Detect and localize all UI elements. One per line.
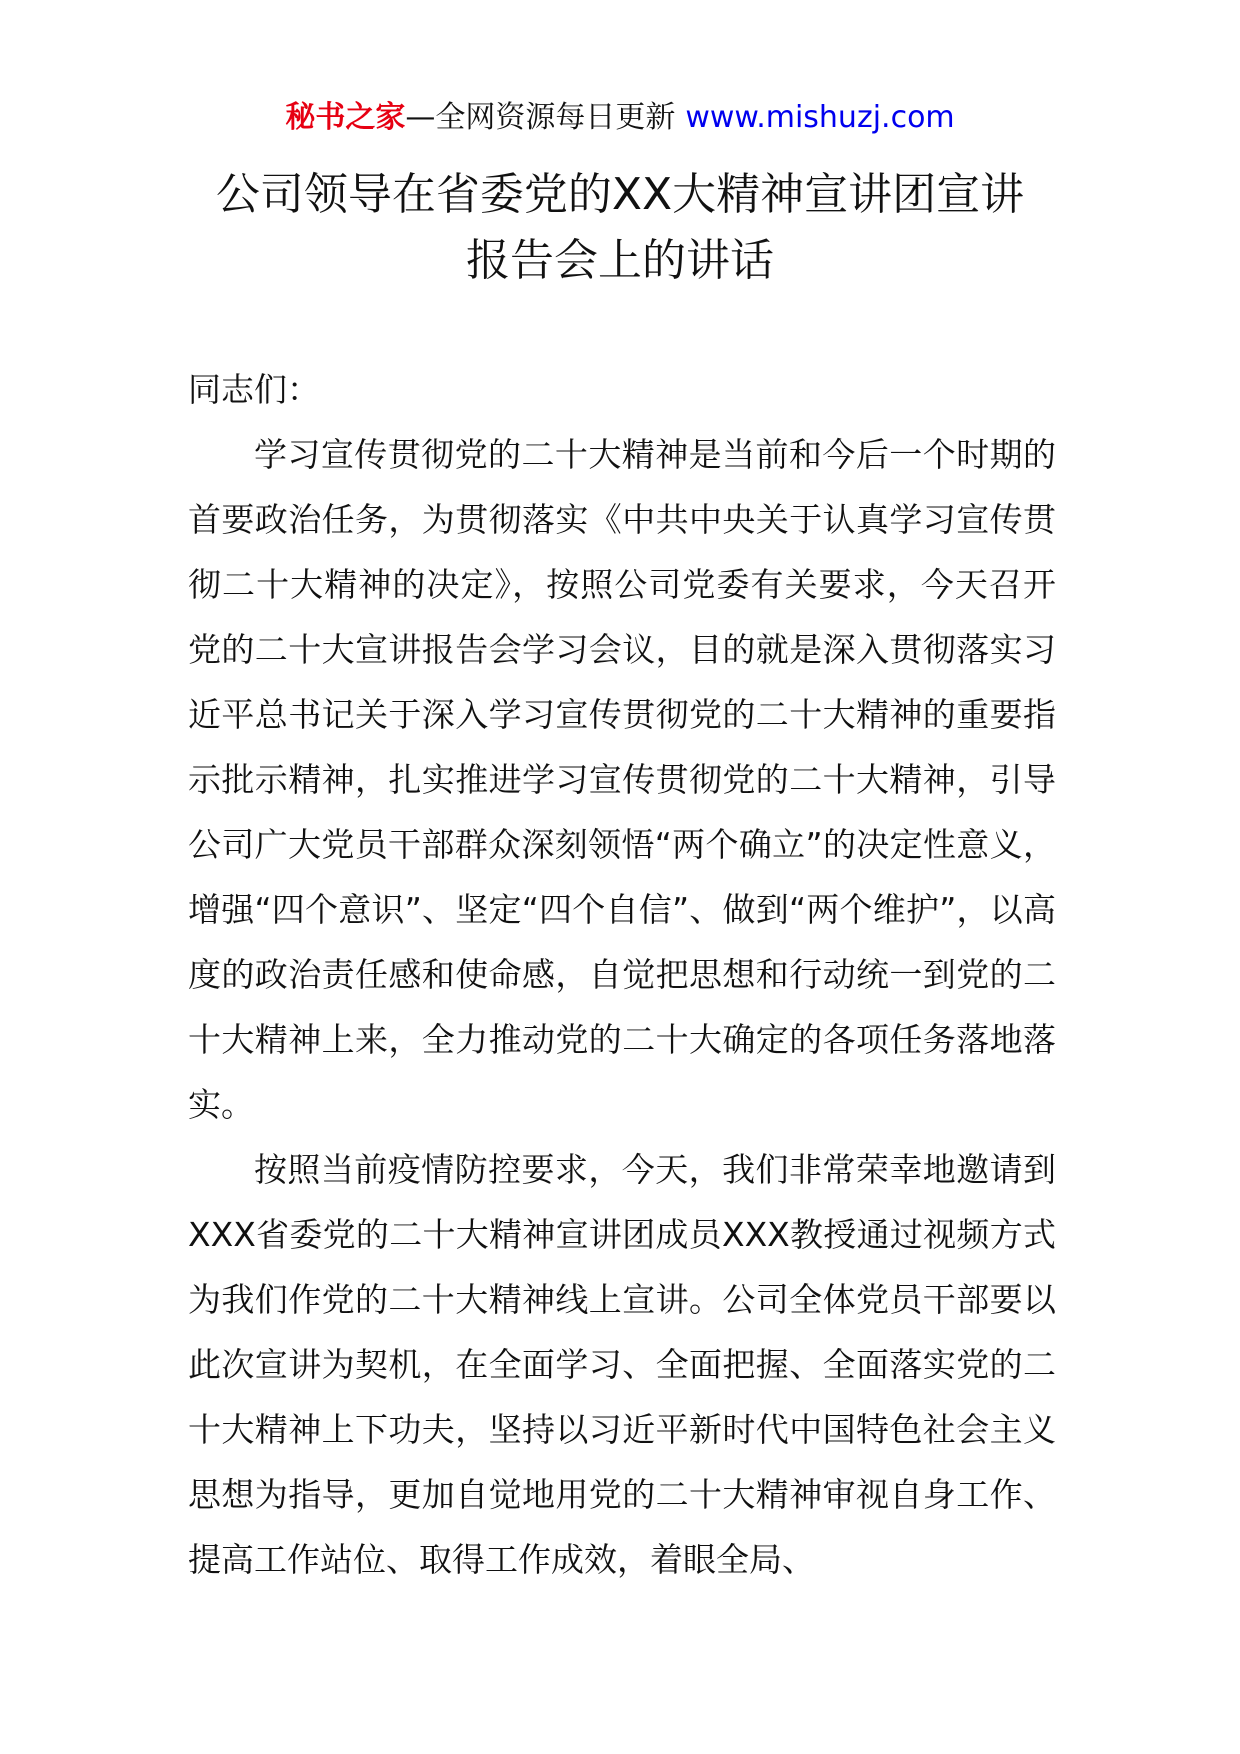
document-body	[188, 357, 1056, 1592]
salutation: 同志们：	[188, 370, 320, 409]
site-header	[0, 98, 1240, 138]
document-title-line-2: 报告会上的讲话	[466, 235, 774, 286]
document-title	[160, 162, 1080, 294]
site-brand: 秘书之家	[285, 100, 406, 135]
document-title-line-1: 公司领导在省委党的XX大精神宣讲团宣讲	[215, 169, 1025, 220]
site-slogan: —全网资源每日更新	[405, 100, 676, 135]
body-paragraph-1: 学习宣传贯彻党的二十大精神是当前和今后一个时期的首要政治任务，为贯彻落实《中共中央关于认真学习宣传贯彻二十大精神的决定》，按照公司党委有关要求，今天召开党的二十大宣讲报告会学习会议，目的就是深入贯彻落实习近平总书记关于深入学习宣传贯彻党的二十大精神的重要指示批示精神，扎实推进学习宣传贯彻党的二十大精神，引导公司广大党员干部群众深刻领悟“两个确立”的决定性意义，增强“四个意识”、坚定“四个自信”、做到“两个维护”，以高度的政治责任感和使命感，自觉把思想和行动统一到党的二十大精神上来，全力推动党的二十大确定的各项任务落地落实。	[188, 435, 1056, 1124]
body-paragraph-2: 按照当前疫情防控要求，今天，我们非常荣幸地邀请到XXX省委党的二十大精神宣讲团成员XXX教授通过视频方式为我们作党的二十大精神线上宣讲。公司全体党员干部要以此次宣讲为契机，在全面学习、全面把握、全面落实党的二十大精神上下功夫，坚持以习近平新时代中国特色社会主义思想为指导，更加自觉地用党的二十大精神审视自身工作、提高工作站位、取得工作成效，着眼全局、	[188, 1150, 1056, 1579]
site-url-link[interactable]: www.mishuzj.com	[685, 100, 955, 135]
